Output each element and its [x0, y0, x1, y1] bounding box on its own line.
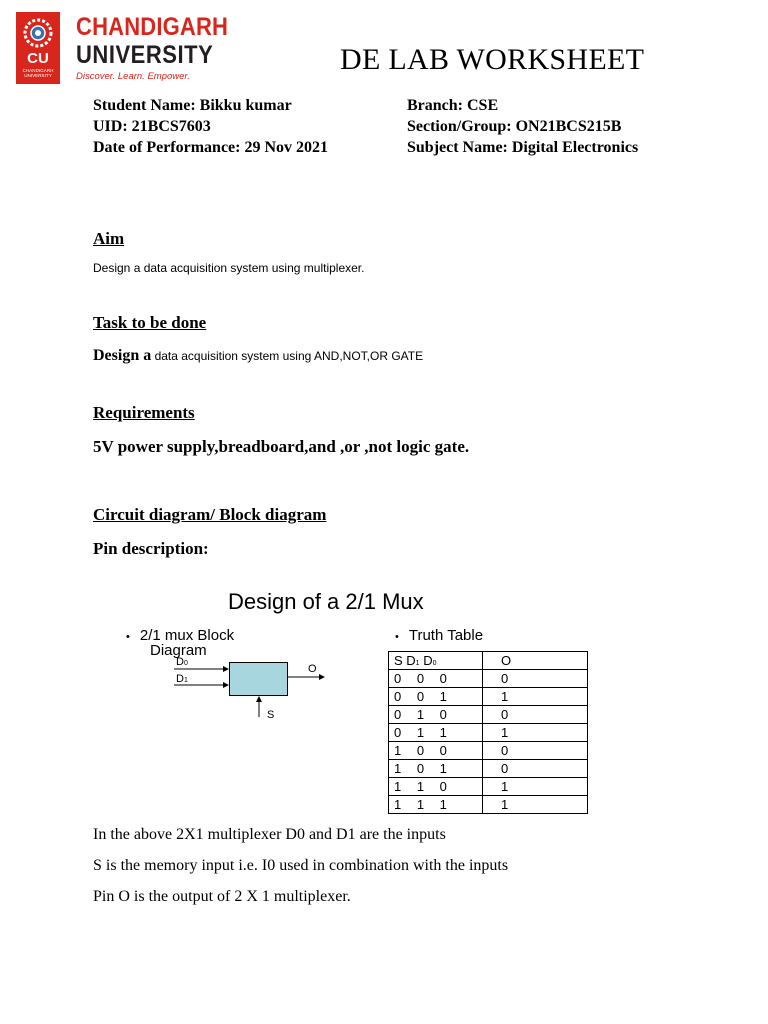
table-row — [389, 706, 588, 724]
row-output: 0 — [483, 742, 588, 760]
circuit-heading: Circuit diagram/ Block diagram — [93, 505, 327, 524]
student-name: Student Name: Bikku kumar — [93, 97, 292, 114]
input-d1-subscript: 1 — [183, 677, 188, 684]
row-output: 1 — [483, 796, 588, 814]
table-row — [389, 724, 588, 742]
truth-table-bullet — [395, 627, 483, 644]
row-inputs: 0 0 0 — [389, 670, 483, 688]
table-row — [389, 778, 588, 796]
row-inputs: 0 1 0 — [389, 706, 483, 724]
logo-emblem-icon — [21, 16, 55, 50]
student-uid: UID: 21BCS7603 — [93, 118, 211, 135]
header-inputs — [389, 652, 483, 670]
logo-wordmark-line1: CHANDIGARH — [76, 13, 229, 41]
truth-table-label: Truth Table — [408, 627, 484, 644]
requirements-heading: Requirements — [93, 403, 195, 422]
output-arrow-icon — [287, 672, 327, 682]
row-inputs: 1 0 0 — [389, 742, 483, 760]
logo-badge-text: CU — [27, 50, 49, 67]
row-output: 1 — [483, 688, 588, 706]
aim-heading: Aim — [93, 229, 125, 248]
table-row — [389, 760, 588, 778]
row-output: 0 — [483, 760, 588, 778]
truth-table — [388, 651, 588, 814]
task-text-bold: Design a — [93, 347, 152, 364]
row-inputs: 0 1 1 — [389, 724, 483, 742]
row-inputs: 1 1 0 — [389, 778, 483, 796]
branch: Branch: CSE — [407, 97, 499, 114]
truth-table-header — [389, 652, 588, 670]
output-o-label: O — [308, 663, 317, 675]
header-output: O — [483, 652, 588, 670]
university-logo — [16, 12, 229, 86]
select-arrow-icon — [254, 695, 264, 717]
aim-text: Design a data acquisition system using multiplexer. — [93, 261, 365, 275]
header-d: D — [419, 653, 433, 668]
worksheet-title: DE LAB WORKSHEET — [340, 43, 645, 76]
row-output: 0 — [483, 670, 588, 688]
table-row — [389, 688, 588, 706]
bullet-dot-icon: • — [126, 631, 130, 643]
logo-badge-caption: CHANDIGARH UNIVERSITY — [22, 68, 54, 78]
figure-title: Design of a 2/1 Mux — [228, 589, 424, 614]
block-diagram-label-1: 2/1 mux Block — [139, 627, 235, 644]
table-row — [389, 670, 588, 688]
input-d1-letter: D — [176, 673, 184, 685]
header-s-d: S D — [394, 653, 416, 668]
section-group: Section/Group: ON21BCS215B — [407, 118, 622, 135]
pin-description-heading: Pin description: — [93, 539, 209, 558]
requirements-text: 5V power supply,breadboard,and ,or ,not logic gate. — [93, 437, 470, 456]
subject-name: Subject Name: Digital Electronics — [407, 139, 639, 156]
row-inputs: 1 0 1 — [389, 760, 483, 778]
header-sub-1: 1 — [415, 660, 420, 667]
row-inputs: 1 1 1 — [389, 796, 483, 814]
task-text — [93, 347, 423, 365]
logo-wordmark-line2: UNIVERSITY — [76, 41, 214, 69]
header-sub-0: 0 — [432, 660, 437, 667]
description-line-1: In the above 2X1 multiplexer D0 and D1 are the inputs — [93, 826, 446, 843]
description-line-2: S is the memory input i.e. I0 used in combination with the inputs — [93, 857, 509, 874]
description-line-3: Pin O is the output of 2 X 1 multiplexer. — [93, 888, 351, 905]
performance-date: Date of Performance: 29 Nov 2021 — [93, 139, 329, 156]
select-s-label: S — [267, 709, 275, 721]
mux-block — [229, 662, 288, 696]
table-row — [389, 742, 588, 760]
mux-figure — [118, 585, 588, 812]
row-inputs: 0 0 1 — [389, 688, 483, 706]
row-output: 1 — [483, 778, 588, 796]
block-diagram-label-2: Diagram — [150, 642, 207, 659]
bullet-dot-icon: • — [395, 631, 399, 643]
task-text-rest: data acquisition system using AND,NOT,OR GATE — [151, 349, 424, 363]
table-row — [389, 796, 588, 814]
input-arrows-icon — [174, 661, 234, 689]
input-d0-letter: D — [176, 656, 184, 668]
row-output: 0 — [483, 706, 588, 724]
task-heading: Task to be done — [93, 313, 207, 332]
input-d0-subscript: 0 — [183, 660, 188, 667]
logo-tagline: Discover. Learn. Empower. — [76, 71, 190, 82]
row-output: 1 — [483, 724, 588, 742]
